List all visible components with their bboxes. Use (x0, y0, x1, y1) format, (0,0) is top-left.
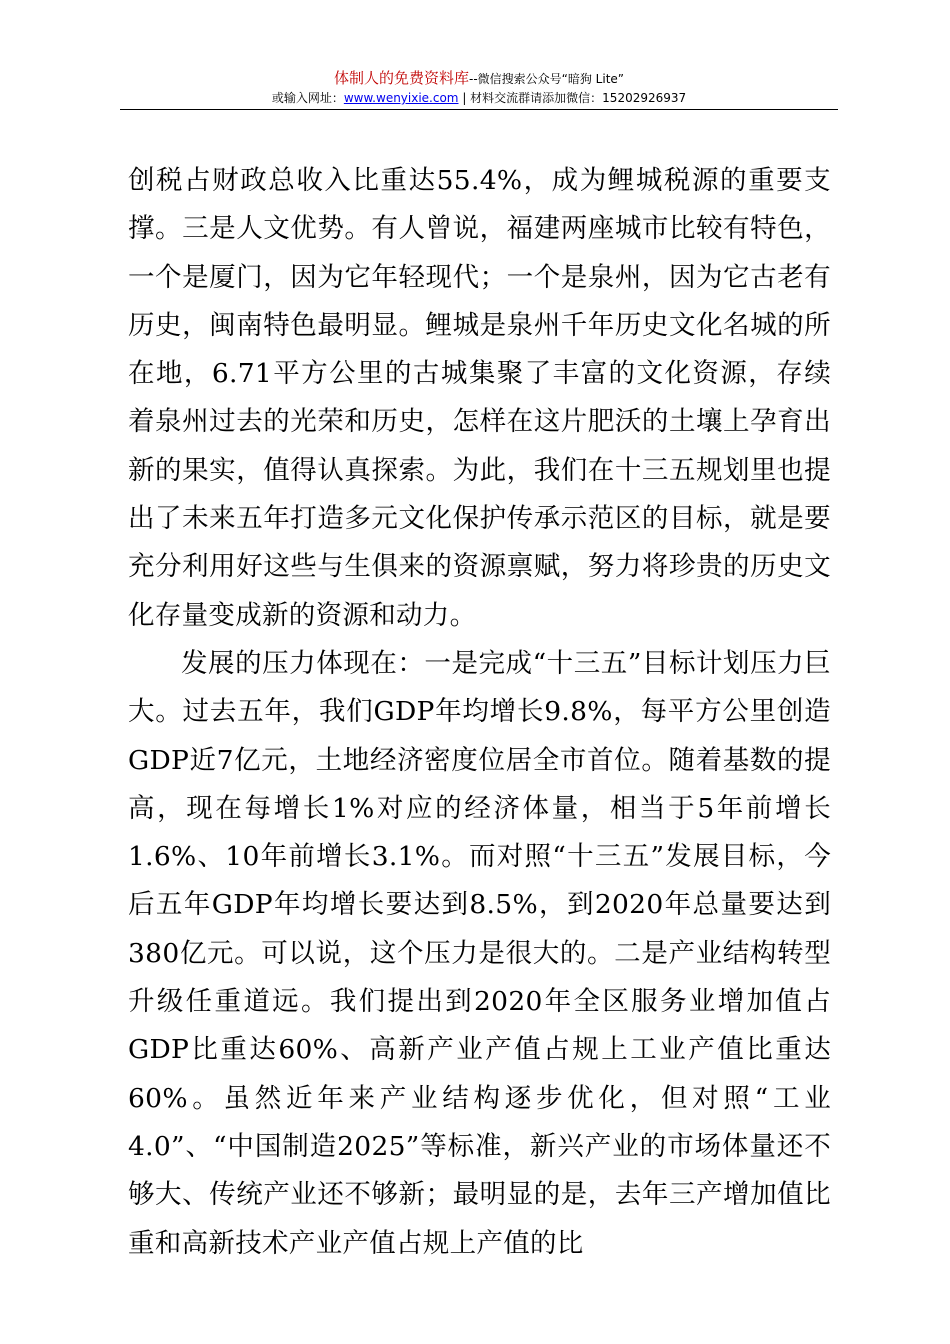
header-url-link[interactable]: www.wenyixie.com (343, 91, 459, 105)
header-brand-suffix: --微信搜索公众号“暗狗 Lite” (468, 72, 625, 86)
paragraph-pressure: 发展的压力体现在：一是完成“十三五”目标计划压力巨大。过去五年，我们GDP年均增长9.8%，每平方公里创造GDP近7亿元，土地经济密度位居全市首位。随着基数的提高，现在每增长1%对应的经济体量，相当于5年前增长1.6%、10年前增长3.1%。而对照“十三五”发展目标，今后五年GDP年均增长要达到8.5%，到2020年总量要达到380亿元。可以说，这个压力是很大的。二是产业结构转型升级任重道远。我们提出到2020年全区服务业增加值占GDP比重达60%、高新产业产值占规上工业产值比重达60%。虽然近年来产业结构逐步优化，但对照“工业4.0”、“中国制造2025”等标准，新兴产业的市场体量还不够大、传统产业还不够新；最明显的是，去年三产增加值比重和高新技术产业产值占规上产值的比 (128, 647, 831, 1259)
header-title-line (120, 68, 838, 89)
header-contact: | 材料交流群请添加微信：15202926937 (458, 91, 687, 105)
document-body (128, 157, 831, 1268)
header-url-prefix: 或输入网址： (271, 91, 344, 105)
header-contact-line (120, 89, 838, 107)
paragraph-continued: 创税占财政总收入比重达55.4%，成为鲤城税源的重要支撑。三是人文优势。有人曾说，福建两座城市比较有特色，一个是厦门，因为它年轻现代；一个是泉州，因为它古老有历史，闽南特色最明显。鲤城是泉州千年历史文化名城的所在地，6.71平方公里的古城集聚了丰富的文化资源，存续着泉州过去的光荣和历史，怎样在这片肥沃的土壤上孕育出新的果实，值得认真探索。为此，我们在十三五规划里也提出了未来五年打造多元文化保护传承示范区的目标，就是要充分利用好这些与生俱来的资源禀赋，努力将珍贵的历史文化存量变成新的资源和动力。 (128, 165, 831, 631)
page-header (120, 68, 838, 107)
header-brand: 体制人的免费资料库 (333, 69, 469, 87)
header-divider (120, 109, 838, 110)
